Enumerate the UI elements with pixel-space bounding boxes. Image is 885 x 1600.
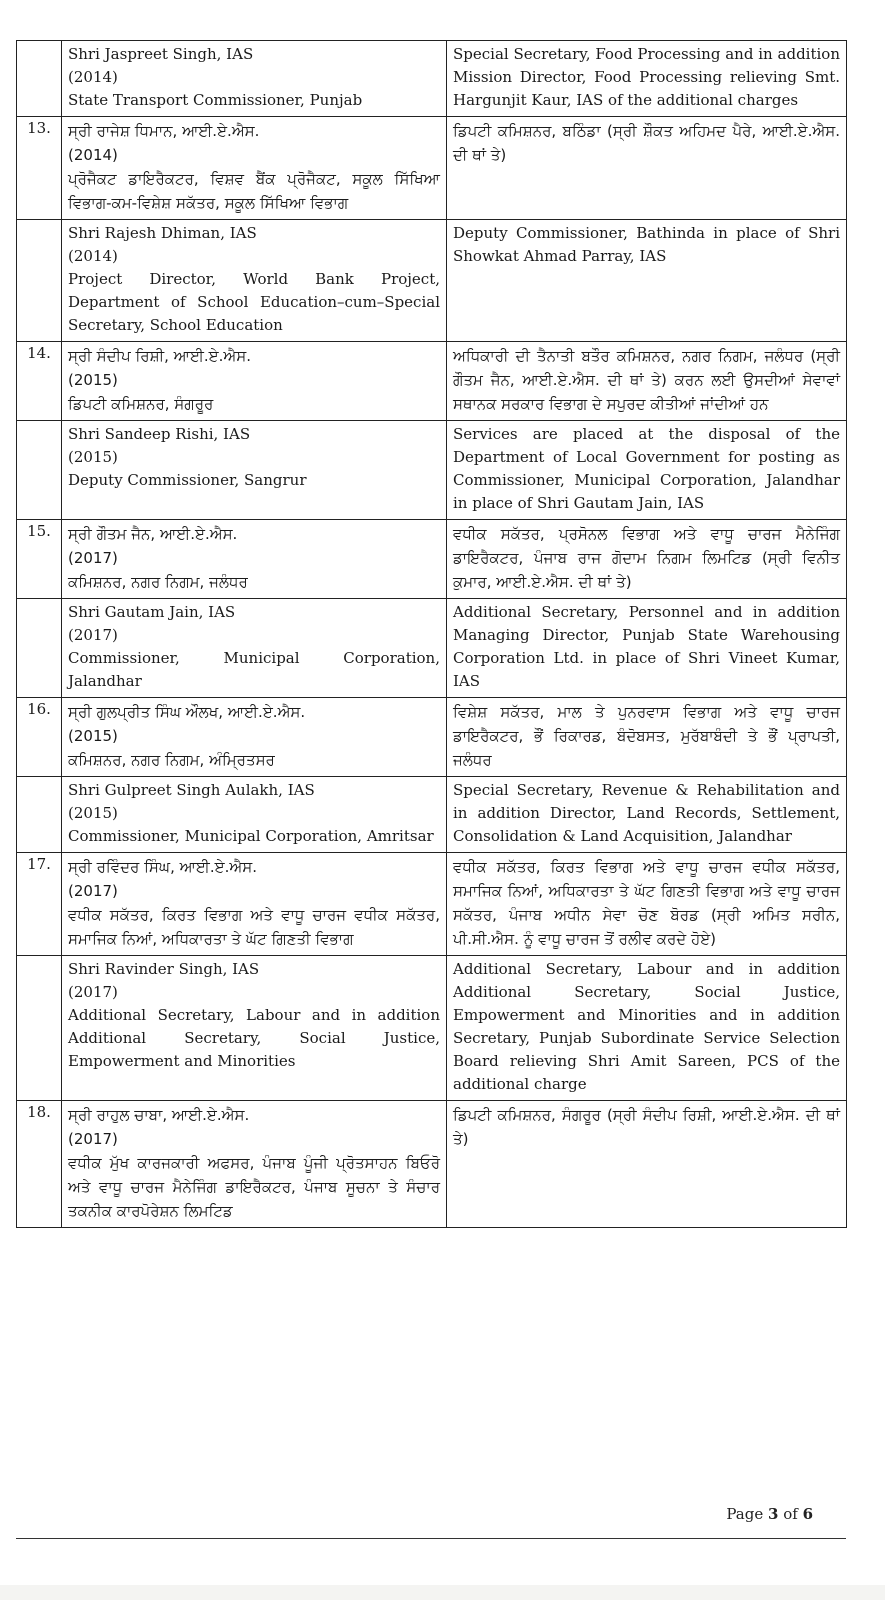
officer-name: Shri Gulpreet Singh Aulakh, IAS [68, 781, 315, 799]
new-posting-cell: Services are placed at the disposal of the Department of Local Government for posting as Commissioner, Municipal Corporation, Jalandhar in place of Shri Gautam Jain, IAS [447, 421, 847, 520]
officer-current-post: Project Director, World Bank Project, Department of School Education–cum–Special Secretary, School Education [68, 270, 440, 334]
table-row [17, 421, 847, 520]
officer-cell [62, 1101, 447, 1228]
officer-cell [62, 117, 447, 220]
table-row [17, 956, 847, 1101]
new-posting-cell: Special Secretary, Food Processing and in addition Mission Director, Food Processing relieving Smt. Hargunjit Kaur, IAS of the additional charges [447, 41, 847, 117]
officer-batch: (2017) [68, 983, 118, 1001]
officer-cell [62, 220, 447, 342]
officer-cell [62, 520, 447, 599]
officer-cell [62, 853, 447, 956]
officer-batch: (2015) [68, 804, 118, 822]
table-row [17, 777, 847, 853]
new-posting-cell: ਡਿਪਟੀ ਕਮਿਸ਼ਨਰ, ਬਠਿੰਡਾ (ਸ੍ਰੀ ਸ਼ੌਕਤ ਅਹਿਮਦ ਪੈਰੇ, ਆਈ.ਏ.ਐਸ. ਦੀ ਥਾਂ ਤੇ) [447, 117, 847, 220]
officer-cell [62, 421, 447, 520]
officer-name: Shri Sandeep Rishi, IAS [68, 425, 251, 443]
officer-batch: (2017) [68, 549, 118, 567]
officer-batch: (2015) [68, 448, 118, 466]
officer-cell [62, 956, 447, 1101]
officer-name: Shri Rajesh Dhiman, IAS [68, 224, 257, 242]
officer-current-post: ਡਿਪਟੀ ਕਮਿਸ਼ਨਰ, ਸੰਗਰੂਰ [68, 395, 214, 413]
officer-batch: (2014) [68, 68, 118, 86]
page-current: 3 [768, 1505, 779, 1523]
table-row [17, 853, 847, 956]
serial-number: 18. [17, 1101, 62, 1228]
new-posting-cell: Deputy Commissioner, Bathinda in place of Shri Showkat Ahmad Parray, IAS [447, 220, 847, 342]
officer-name: ਸ੍ਰੀ ਰਾਹੁਲ ਚਾਬਾ, ਆਈ.ਏ.ਐਸ. [68, 1106, 250, 1124]
officer-name: Shri Jaspreet Singh, IAS [68, 45, 254, 63]
officer-current-post: Deputy Commissioner, Sangrur [68, 471, 307, 489]
officer-name: Shri Gautam Jain, IAS [68, 603, 236, 621]
officer-name: ਸ੍ਰੀ ਗੌਤਮ ਜੈਨ, ਆਈ.ਏ.ਐਸ. [68, 525, 238, 543]
officer-name: ਸ੍ਰੀ ਰਾਜੇਸ਼ ਧਿਮਾਨ, ਆਈ.ਏ.ਐਸ. [68, 122, 260, 140]
table-row [17, 698, 847, 777]
table-row [17, 41, 847, 117]
table-row [17, 1101, 847, 1228]
officer-batch: (2014) [68, 247, 118, 265]
serial-number [17, 41, 62, 117]
new-posting-cell: Additional Secretary, Personnel and in addition Managing Director, Punjab State Warehousing Corporation Ltd. in place of Shri Vineet Kumar, IAS [447, 599, 847, 698]
page-number [726, 1505, 813, 1523]
serial-number: 15. [17, 520, 62, 599]
officer-batch: (2015) [68, 727, 118, 745]
new-posting-cell: ਅਧਿਕਾਰੀ ਦੀ ਤੈਨਾਤੀ ਬਤੌਰ ਕਮਿਸ਼ਨਰ, ਨਗਰ ਨਿਗਮ, ਜਲੰਧਰ (ਸ੍ਰੀ ਗੌਤਮ ਜੈਨ, ਆਈ.ਏ.ਐਸ. ਦੀ ਥਾਂ ਤੇ) ਕਰਨ ਲਈ ਉਸਦੀਆਂ ਸੇਵਾਵਾਂ ਸਥਾਨਕ ਸਰਕਾਰ ਵਿਭਾਗ ਦੇ ਸਪੁਰਦ ਕੀਤੀਆਂ ਜਾਂਦੀਆਂ ਹਨ [447, 342, 847, 421]
officer-name: ਸ੍ਰੀ ਰਵਿੰਦਰ ਸਿੰਘ, ਆਈ.ਏ.ਐਸ. [68, 858, 257, 876]
officer-batch: (2015) [68, 371, 118, 389]
serial-number: 13. [17, 117, 62, 220]
new-posting-cell: Additional Secretary, Labour and in addition Additional Secretary, Social Justice, Empowerment and Minorities and in addition Secretary, Punjab Subordinate Service Selection Board relieving Shri Amit Sareen, PCS of the additional charge [447, 956, 847, 1101]
new-posting-cell: ਵਧੀਕ ਸਕੱਤਰ, ਪ੍ਰਸੋਨਲ ਵਿਭਾਗ ਅਤੇ ਵਾਧੂ ਚਾਰਜ ਮੈਨੇਜਿੰਗ ਡਾਇਰੈਕਟਰ, ਪੰਜਾਬ ਰਾਜ ਗੋਦਾਮ ਨਿਗਮ ਲਿਮਟਿਡ (ਸ੍ਰੀ ਵਿਨੀਤ ਕੁਮਾਰ, ਆਈ.ਏ.ਐਸ. ਦੀ ਥਾਂ ਤੇ) [447, 520, 847, 599]
officer-current-post: Additional Secretary, Labour and in addition Additional Secretary, Social Justice, Empowerment and Minorities [68, 1006, 440, 1070]
officer-current-post: Commissioner, Municipal Corporation, Jalandhar [68, 649, 440, 690]
new-posting-cell: Special Secretary, Revenue & Rehabilitation and in addition Director, Land Records, Settlement, Consolidation & Land Acquisition, Jalandhar [447, 777, 847, 853]
table-row [17, 520, 847, 599]
table-row [17, 220, 847, 342]
serial-number [17, 956, 62, 1101]
officer-current-post: ਪ੍ਰੋਜੈਕਟ ਡਾਇਰੈਕਟਰ, ਵਿਸ਼ਵ ਬੈਂਕ ਪ੍ਰੋਜੈਕਟ, ਸਕੂਲ ਸਿੱਖਿਆ ਵਿਭਾਗ-ਕਮ-ਵਿਸ਼ੇਸ਼ ਸਕੱਤਰ, ਸਕੂਲ ਸਿੱਖਿਆ ਵਿਭਾਗ [68, 170, 440, 212]
officer-batch: (2017) [68, 882, 118, 900]
officer-current-post: ਵਧੀਕ ਸਕੱਤਰ, ਕਿਰਤ ਵਿਭਾਗ ਅਤੇ ਵਾਧੂ ਚਾਰਜ ਵਧੀਕ ਸਕੱਤਰ, ਸਮਾਜਿਕ ਨਿਆਂ, ਅਧਿਕਾਰਤਾ ਤੇ ਘੱਟ ਗਿਣਤੀ ਵਿਭਾਗ [68, 906, 440, 948]
serial-number [17, 220, 62, 342]
officer-current-post: ਕਮਿਸ਼ਨਰ, ਨਗਰ ਨਿਗਮ, ਜਲੰਧਰ [68, 573, 248, 591]
new-posting-cell: ਵਧੀਕ ਸਕੱਤਰ, ਕਿਰਤ ਵਿਭਾਗ ਅਤੇ ਵਾਧੂ ਚਾਰਜ ਵਧੀਕ ਸਕੱਤਰ, ਸਮਾਜਿਕ ਨਿਆਂ, ਅਧਿਕਾਰਤਾ ਤੇ ਘੱਟ ਗਿਣਤੀ ਵਿਭਾਗ ਅਤੇ ਵਾਧੂ ਚਾਰਜ ਸਕੱਤਰ, ਪੰਜਾਬ ਅਧੀਨ ਸੇਵਾ ਚੋਣ ਬੋਰਡ (ਸ੍ਰੀ ਅਮਿਤ ਸਰੀਨ, ਪੀ.ਸੀ.ਐਸ. ਨੂੰ ਵਾਧੂ ਚਾਰਜ ਤੋਂ ਰਲੀਵ ਕਰਦੇ ਹੋਏ) [447, 853, 847, 956]
new-posting-cell: ਡਿਪਟੀ ਕਮਿਸ਼ਨਰ, ਸੰਗਰੂਰ (ਸ੍ਰੀ ਸੰਦੀਪ ਰਿਸ਼ੀ, ਆਈ.ਏ.ਐਸ. ਦੀ ਥਾਂ ਤੇ) [447, 1101, 847, 1228]
new-posting-cell: ਵਿਸ਼ੇਸ਼ ਸਕੱਤਰ, ਮਾਲ ਤੇ ਪੁਨਰਵਾਸ ਵਿਭਾਗ ਅਤੇ ਵਾਧੂ ਚਾਰਜ ਡਾਇਰੈਕਟਰ, ਭੌਂ ਰਿਕਾਰਡ, ਬੰਦੋਬਸਤ, ਮੁਰੱਬਾਬੰਦੀ ਤੇ ਭੌਂ ਪ੍ਰਾਪਤੀ, ਜਲੰਧਰ [447, 698, 847, 777]
page-mid: of [778, 1505, 803, 1523]
officer-cell [62, 777, 447, 853]
serial-number [17, 599, 62, 698]
page-total: 6 [802, 1505, 813, 1523]
serial-number [17, 777, 62, 853]
serial-number [17, 421, 62, 520]
page-prefix: Page [726, 1505, 768, 1523]
officer-current-post: ਵਧੀਕ ਮੁੱਖ ਕਾਰਜਕਾਰੀ ਅਫਸਰ, ਪੰਜਾਬ ਪੂੰਜੀ ਪ੍ਰੋਤਸਾਹਨ ਬਿਓਰੋ ਅਤੇ ਵਾਧੂ ਚਾਰਜ ਮੈਨੇਜਿੰਗ ਡਾਇਰੈਕਟਰ, ਪੰਜਾਬ ਸੂਚਨਾ ਤੇ ਸੰਚਾਰ ਤਕਨੀਕ ਕਾਰਪੋਰੇਸ਼ਨ ਲਿਮਟਿਡ [68, 1154, 440, 1220]
footer-rule [16, 1538, 846, 1539]
officer-batch: (2017) [68, 626, 118, 644]
officer-cell [62, 599, 447, 698]
officer-batch: (2014) [68, 146, 118, 164]
serial-number: 14. [17, 342, 62, 421]
officer-name: ਸ੍ਰੀ ਗੁਲਪ੍ਰੀਤ ਸਿੰਘ ਔਲਖ, ਆਈ.ਏ.ਐਸ. [68, 703, 306, 721]
table-row [17, 117, 847, 220]
officer-cell [62, 698, 447, 777]
officer-current-post: ਕਮਿਸ਼ਨਰ, ਨਗਰ ਨਿਗਮ, ਅੰਮ੍ਰਿਤਸਰ [68, 751, 275, 769]
officer-current-post: State Transport Commissioner, Punjab [68, 91, 363, 109]
officer-cell [62, 41, 447, 117]
transfer-orders-table [16, 40, 847, 1228]
officer-current-post: Commissioner, Municipal Corporation, Amritsar [68, 827, 434, 845]
officer-name: ਸ੍ਰੀ ਸੰਦੀਪ ਰਿਸ਼ੀ, ਆਈ.ਏ.ਐਸ. [68, 347, 251, 365]
officer-name: Shri Ravinder Singh, IAS [68, 960, 260, 978]
table-row [17, 599, 847, 698]
serial-number: 16. [17, 698, 62, 777]
serial-number: 17. [17, 853, 62, 956]
table-row [17, 342, 847, 421]
officer-batch: (2017) [68, 1130, 118, 1148]
officer-cell [62, 342, 447, 421]
